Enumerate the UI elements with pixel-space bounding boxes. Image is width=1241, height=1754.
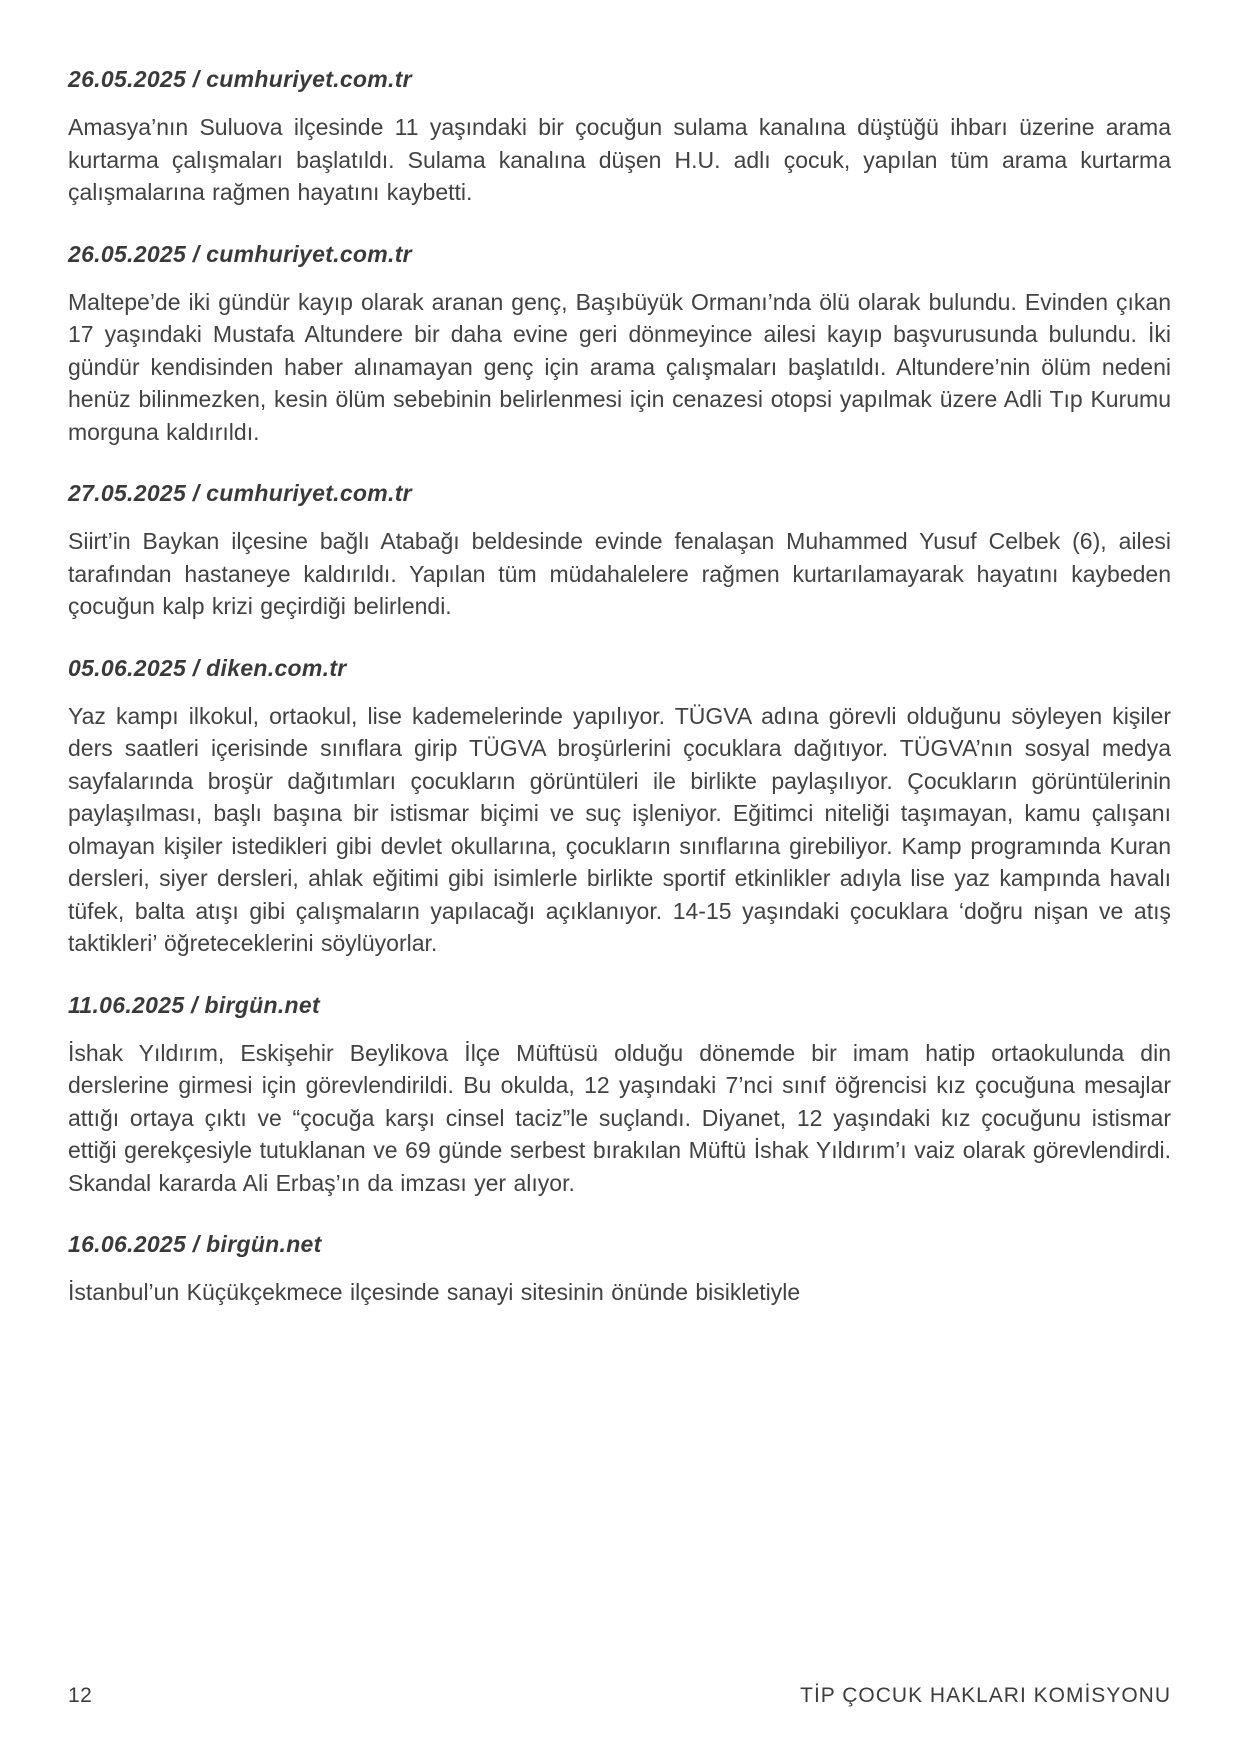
entry-date-source: 16.06.2025 / birgün.net <box>68 1231 322 1257</box>
entry-body: Yaz kampı ilkokul, ortaokul, lise kademelerinde yapılıyor. TÜGVA adına görevli olduğunu söyleyen kişiler ders saatleri içerisinde sınıflara girip TÜGVA broşürlerini çocuklara dağıtıyor. TÜGVA’nın sosyal medya sayfalarında broşür dağıtımları çocukların görüntüleri ile birlikte paylaşılıyor. Çocukların görüntülerinin paylaşılması, başlı başına bir istismar biçimi ve suç işleniyor. Eğitimci niteliği taşımayan, kamu çalışanı olmayan kişiler istedikleri gibi devlet okullarına, çocukların sınıflarına girebiliyor. Kamp programında Kuran dersleri, siyer dersleri, ahlak eğitimi gibi isimlerle birlikte sportif etkinlikler adıyla lise yaz kampında havalı tüfek, balta atışı gibi çalışmaların yapılacağı açıklanıyor. 14-15 yaşındaki çocuklara ‘doğru nişan ve atış taktikleri’ öğreteceklerini söylüyorlar. <box>68 702 1171 956</box>
entry-body: İstanbul’un Küçükçekmece ilçesinde sanayi sitesinin önünde bisikletiyle <box>68 1279 801 1305</box>
news-entry <box>68 653 1171 960</box>
page-number: 12 <box>68 1684 93 1707</box>
entry-date-source: 27.05.2025 / cumhuriyet.com.tr <box>68 480 412 506</box>
entry-body: Amasya’nın Suluova ilçesinde 11 yaşındaki bir çocuğun sulama kanalına düştüğü ihbarı üzerine arama kurtarma çalışmaları başlatıldı. Sulama kanalına düşen H.U. adlı çocuk, yapılan tüm arama kurtarma çalışmalarına rağmen hayatını kaybetti. <box>68 114 1171 205</box>
news-entry <box>68 239 1171 449</box>
entry-date-source: 11.06.2025 / birgün.net <box>68 991 320 1018</box>
entry-date-source: 05.06.2025 / diken.com.tr <box>68 654 347 681</box>
entry-body: Maltepe’de iki gündür kayıp olarak aranan genç, Başıbüyük Ormanı’nda ölü olarak bulundu. Evinden çıkan 17 yaşındaki Mustafa Altundere bir daha evine geri dönmeyince ailesi kayıp başvurusunda bulundu. İki gündür kendisinden haber alınamayan genç için arama çalışmaları başlatıldı. Altundere’nin ölüm nedeni henüz bilinmezken, kesin ölüm sebebinin belirlenmesi için cenazesi otopsi yapılmak üzere Adli Tıp Kurumu morguna kaldırıldı. <box>68 288 1171 445</box>
footer-commission-label: TİP ÇOCUK HAKLARI KOMİSYONU <box>800 1684 1171 1707</box>
entry-body: İshak Yıldırım, Eskişehir Beylikova İlçe Müftüsü olduğu dönemde bir imam hatip ortaokulunda din derslerine girmesi için görevlendirildi. Bu okulda, 12 yaşındaki 7’nci sınıf öğrencisi kız çocuğuna mesajlar attığı ortaya çıktı ve “çocuğa karşı cinsel taciz”le suçlandı. Diyanet, 12 yaşındaki kız çocuğunu istismar ettiği gerekçesiyle tutuklanan ve 69 günde serbest bırakılan Müftü İshak Yıldırım’ı vaiz olarak görevlendirdi. Skandal kararda Ali Erbaş’ın da imzası yer alıyor. <box>68 1039 1171 1196</box>
entry-date-source: 26.05.2025 / cumhuriyet.com.tr <box>68 66 412 92</box>
news-entry <box>68 478 1171 623</box>
page-footer <box>68 1684 1171 1708</box>
entry-date-source: 26.05.2025 / cumhuriyet.com.tr <box>68 240 412 267</box>
news-entry <box>68 990 1171 1200</box>
entry-body: Siirt’in Baykan ilçesine bağlı Atabağı beldesinde evinde fenalaşan Muhammed Yusuf Celbek (6), ailesi tarafından hastaneye kaldırıldı. Yapılan tüm müdahalelere rağmen kurtarılamayarak hayatını kaybeden çocuğun kalp krizi geçirdiği belirlendi. <box>68 528 1171 619</box>
news-entry <box>68 1229 1171 1309</box>
news-entry <box>68 64 1171 209</box>
